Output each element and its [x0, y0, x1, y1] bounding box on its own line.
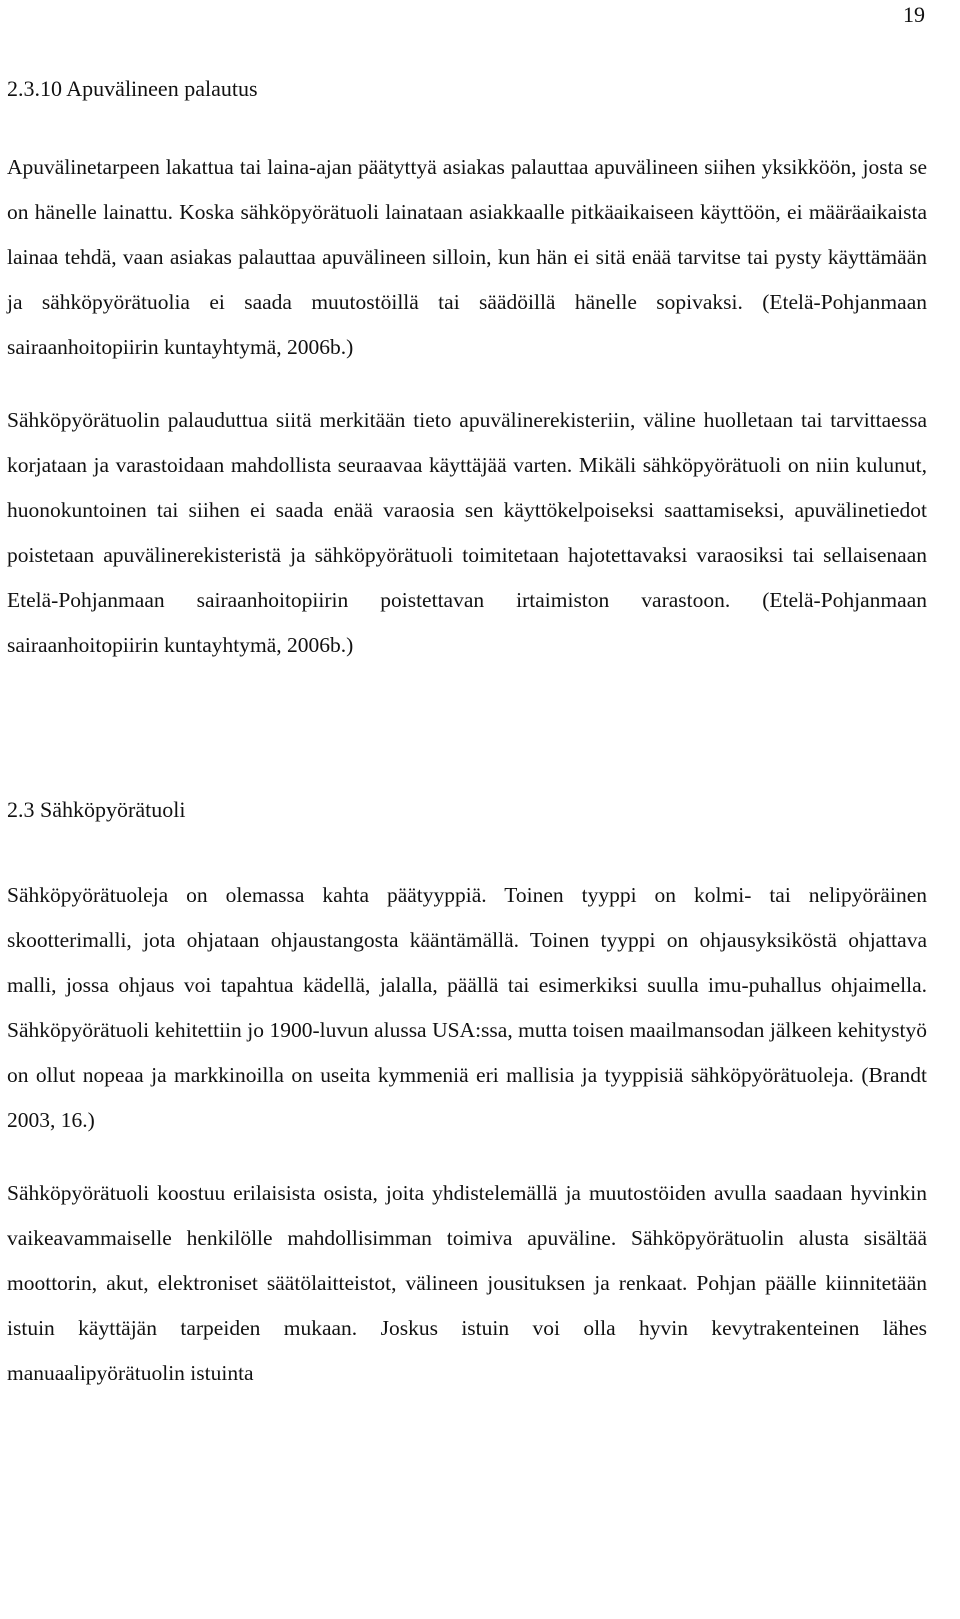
paragraph: Apuvälinetarpeen lakattua tai laina-ajan päätyttyä asiakas palauttaa apuvälineen siihen yksikköön, josta se on hänelle lainattu. Koska sähköpyörätuoli lainataan asiakkaalle pitkäaikaiseen käyttöön, ei määräaikaista lainaa tehdä, vaan asiakas palauttaa apuvälineen silloin, kun hän ei sitä enää tarvitse tai pysty käyttämään ja sähköpyörätuolia ei saada muutostöillä tai säädöillä hänelle sopivaksi. (Etelä-Pohjanmaan sairaanhoitopiirin kuntayhtymä, 2006b.) — [7, 155, 927, 359]
document-body — [7, 72, 927, 1396]
paragraph: Sähköpyörätuoleja on olemassa kahta päätyyppiä. Toinen tyyppi on kolmi- tai nelipyöräinen skootterimalli, jota ohjataan ohjaustangosta kääntämällä. Toinen tyyppi on ohjausyksiköstä ohjattava malli, jossa ohjaus voi tapahtua kädellä, jalalla, päällä tai esimerkiksi suulla imu-puhallus ohjaimella. Sähköpyörätuoli kehitettiin jo 1900-luvun alussa USA:ssa, mutta toisen maailmansodan jälkeen kehitystyö on ollut nopeaa ja markkinoilla on useita kymmeniä eri mallisia ja tyyppisiä sähköpyörätuoleja. (Brandt 2003, 16.) — [7, 883, 927, 1132]
page-number: 19 — [903, 2, 925, 27]
paragraph: Sähköpyörätuolin palauduttua siitä merkitään tieto apuvälinerekisteriin, väline huolletaan tai tarvittaessa korjataan ja varastoidaan mahdollista seuraavaa käyttäjää varten. Mikäli sähköpyörätuoli on niin kulunut, huonokuntoinen tai siihen ei saada enää varaosia sen käyttökelpoiseksi saattamiseksi, apuvälinetiedot poistetaan apuvälinerekisteristä ja sähköpyörätuoli toimitetaan hajotettavaksi varaosiksi tai sellaisenaan Etelä-Pohjanmaan sairaanhoitopiirin poistettavan irtaimiston varastoon. (Etelä-Pohjanmaan sairaanhoitopiirin kuntayhtymä, 2006b.) — [7, 408, 927, 657]
paragraph: Sähköpyörätuoli koostuu erilaisista osista, joita yhdistelemällä ja muutostöiden avulla saadaan hyvinkin vaikeavammaiselle henkilölle mahdollisimman toimiva apuväline. Sähköpyörätuolin alusta sisältää moottorin, akut, elektroniset säätölaitteistot, välineen jousituksen ja renkaat. Pohjan päälle kiinnitetään istuin käyttäjän tarpeiden mukaan. Joskus istuin voi olla hyvin kevytrakenteinen lähes manuaalipyörätuolin istuinta — [7, 1181, 927, 1385]
section-heading-sahkopyoratuoli: 2.3 Sähköpyörätuoli — [7, 797, 186, 822]
section-heading-apuvalineen-palautus: 2.3.10 Apuvälineen palautus — [7, 76, 258, 101]
